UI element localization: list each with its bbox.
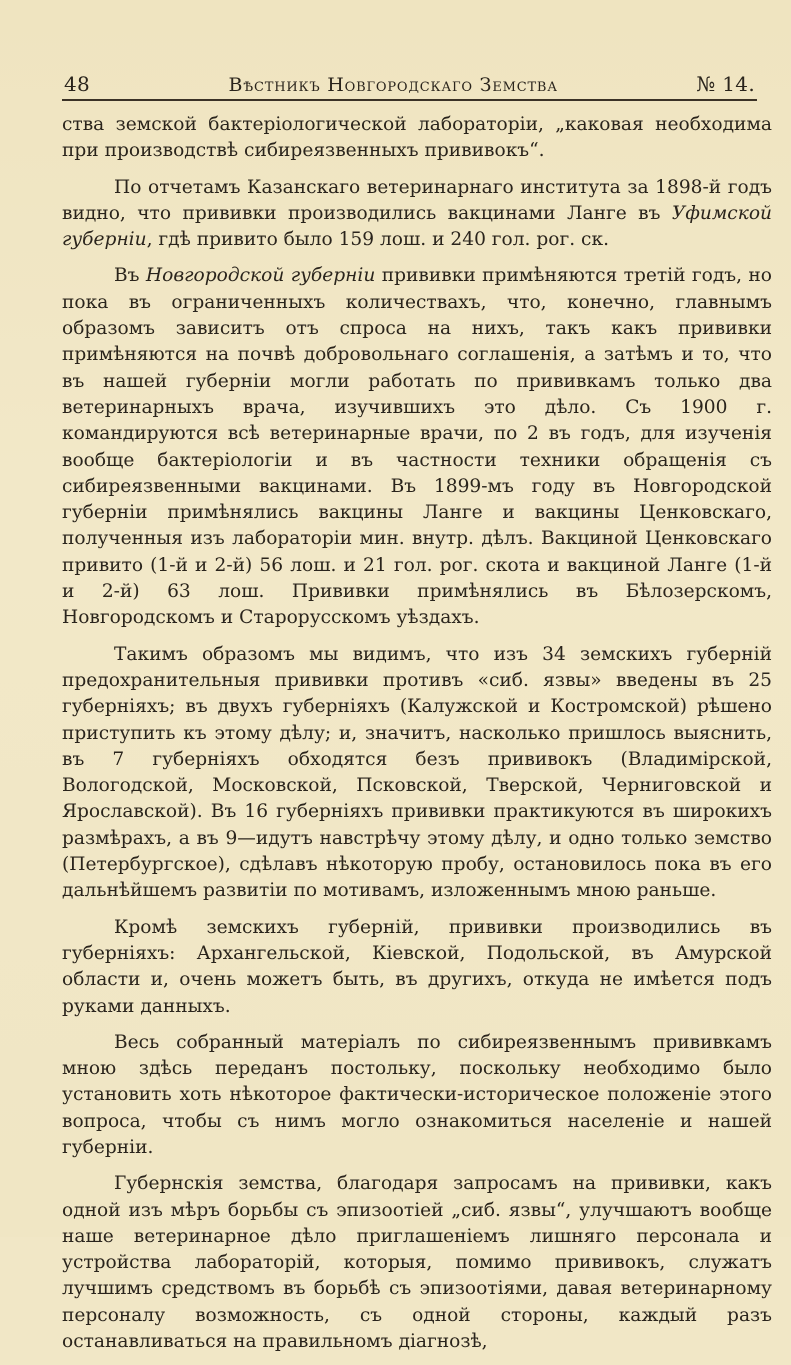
article-body bbox=[62, 112, 772, 1365]
paragraph-p3 bbox=[62, 263, 772, 631]
paragraph-text: Весь собранный матеріалъ по сибиреязвеннымъ прививкамъ мною здѣсь переданъ постольку, поскольку необходимо было установить хоть нѣкоторое фактически-историческое положеніе этого вопроса, чтобы съ нимъ могло ознакомиться населеніе и нашей губерніи. bbox=[62, 1031, 772, 1158]
page-header bbox=[64, 66, 755, 96]
header-rule bbox=[62, 99, 757, 101]
paragraph-text: , гдѣ привито было 159 лош. и 240 гол. рог. ск. bbox=[146, 229, 609, 251]
paragraph-text: Такимъ образомъ мы видимъ, что изъ 34 земскихъ губерній предохранительныя прививки противъ «сиб. язвы» введены въ 25 губерніяхъ; въ двухъ губерніяхъ (Калужской и Костромской) рѣшено приступить къ этому дѣлу; и, значитъ, насколько пришлось выяснить, въ 7 губерніяхъ обходятся безъ прививокъ (Владимірской, Вологодской, Московской, Псковской, Тверской, Черниговской и Ярославской). Въ 16 губерніяхъ прививки практикуются въ широкихъ размѣрахъ, а въ 9—идутъ навстрѣчу этому дѣлу, и одно только земство (Петербургское), сдѣлавъ нѣкоторую пробу, остановилось пока въ его дальнѣйшемъ развитіи по мотивамъ, изложеннымъ мною раньше. bbox=[62, 643, 772, 902]
paragraph-text: ства земской бактеріологической лабораторіи, „каковая необходима при производствѣ сибиреязвенныхъ прививокъ“. bbox=[62, 114, 772, 162]
paragraph-text: Губернскія земства, благодаря запросамъ на прививки, какъ одной изъ мѣръ борьбы съ эпизоотіей „сиб. язвы“, улучшаютъ вообще наше ветеринарное дѣло приглашеніемъ лишняго персонала и устройства лабораторій, которыя, помимо прививокъ, служатъ лучшимъ средствомъ въ борьбѣ съ эпизоотіями, давая ветеринарному персоналу возможность, съ одной стороны, каждый разъ останавливаться на правильномъ діагнозѣ, bbox=[62, 1173, 772, 1353]
page-number: 48 bbox=[64, 72, 91, 96]
paragraph-text: По отчетамъ Казанскаго ветеринарнаго института за 1898-й годъ видно, что прививки производились вакцинами Ланге въ bbox=[62, 176, 772, 224]
paragraph-text: Въ bbox=[114, 265, 146, 287]
paragraph-p6 bbox=[62, 1030, 772, 1161]
paragraph-p2 bbox=[62, 175, 772, 254]
italic-text: Новгородской губерніи bbox=[145, 265, 376, 287]
issue-number: № 14. bbox=[696, 72, 755, 96]
paragraph-text: прививки примѣняются третій годъ, но пока въ ограниченныхъ количествахъ, что, конечно, главнымъ образомъ зависитъ отъ спроса на нихъ, такъ какъ прививки примѣняются на почвѣ добровольнаго соглашенія, а затѣмъ и то, что въ нашей губерніи могли работать по прививкамъ только два ветеринарныхъ врача, изучившихъ это дѣло. Съ 1900 г. командируются всѣ ветеринарные врачи, по 2 въ годъ, для изученія вообще бактеріологіи и въ частности техники обращенія съ сибиреязвенными вакцинами. Въ 1899-мъ году въ Новгородской губерніи примѣнялись вакцины Ланге и вакцины Ценковскаго, полученныя изъ лабораторіи мин. внутр. дѣлъ. Вакциной Ценковскаго привито (1-й и 2-й) 56 лош. и 21 гол. рог. скота и вакциной Ланге (1-й и 2-й) 63 лош. Прививки примѣнялись въ Бѣлозерскомъ, Новгородскомъ и Старорусскомъ уѣздахъ. bbox=[62, 265, 772, 629]
paragraph-p1 bbox=[62, 112, 772, 165]
paragraph-p4 bbox=[62, 642, 772, 905]
paragraph-p7 bbox=[62, 1171, 772, 1355]
paragraph-p5 bbox=[62, 915, 772, 1020]
italic-text: Уфимской губерніи bbox=[62, 202, 772, 251]
journal-title: Вѣстникъ Новгородскаго Земства bbox=[228, 74, 558, 96]
paragraph-text: Кромѣ земскихъ губерній, прививки производились въ губерніяхъ: Архангельской, Кіевской, Подольской, въ Амурской области и, очень можетъ быть, въ другихъ, откуда не имѣется подъ руками данныхъ. bbox=[62, 916, 772, 1017]
